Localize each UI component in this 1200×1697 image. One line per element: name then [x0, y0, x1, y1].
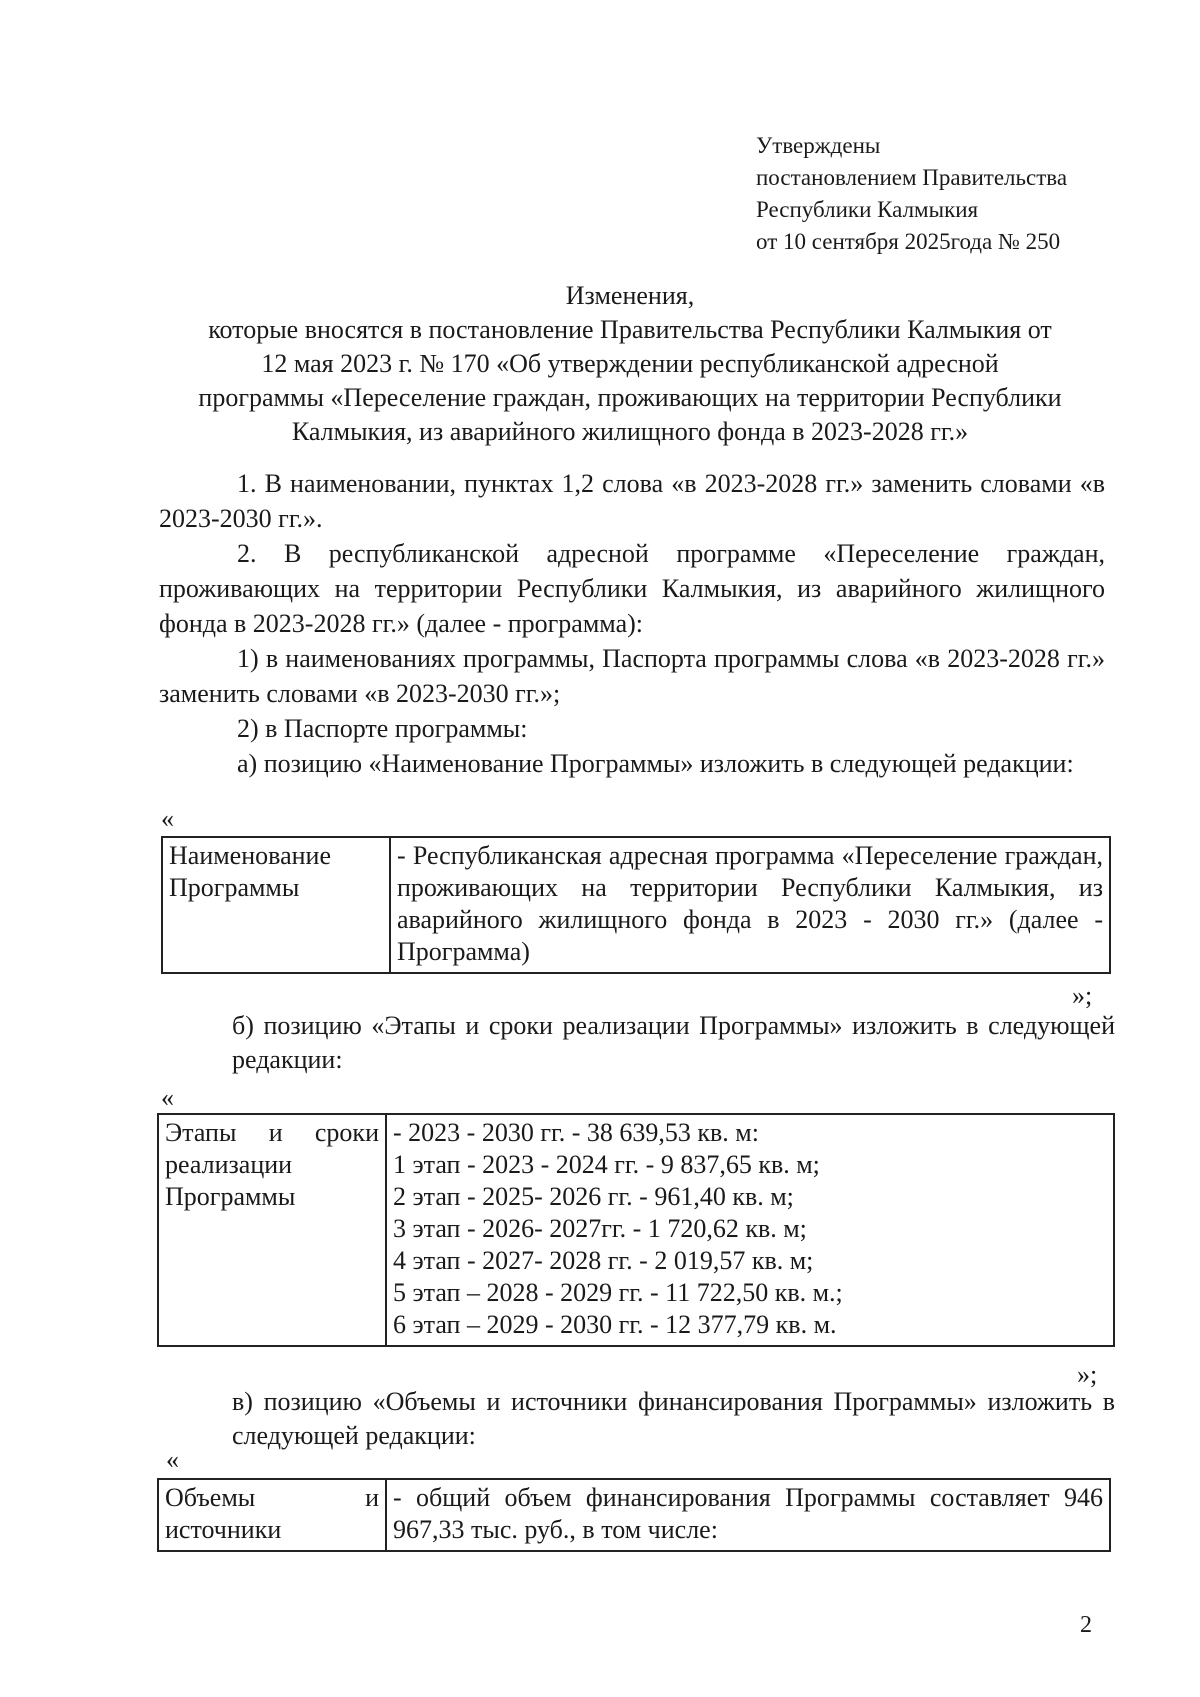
paragraph-3: 1) в наименованиях программы, Паспорта программы слова «в 2023-2028 гг.» заменить словами «в 2023-2030 гг.»; [159, 644, 1105, 708]
paragraph-4: 2) в Паспорте программы: [237, 714, 528, 743]
quote-open-3: « [166, 1445, 179, 1474]
quote-close-2: »; [1077, 1360, 1098, 1389]
paragraph-5: а) позицию «Наименование Программы» изложить в следующей редакции: [237, 749, 1074, 778]
stage-line: 6 этап – 2029 - 2030 гг. - 12 377,79 кв. м. [393, 1310, 837, 1339]
document-body [159, 466, 1105, 781]
title-line: 12 мая 2023 г. № 170 «Об утверждении республиканской адресной [261, 349, 999, 378]
label-word: Этапы [165, 1118, 237, 1147]
stage-line: 5 этап – 2028 - 2029 гг. - 11 722,50 кв. м.; [393, 1278, 843, 1307]
title-line: программы «Переселение граждан, проживающих на территории Республики [198, 383, 1062, 412]
table-cell-value [386, 1114, 1114, 1346]
financing-table [157, 1478, 1111, 1552]
stage-line: 2 этап - 2025- 2026 гг. - 961,40 кв. м; [393, 1182, 794, 1211]
label-word: и [268, 1118, 283, 1147]
subparagraph-b: б) позицию «Этапы и сроки реализации Программы» изложить в следующей редакции: [232, 1011, 1115, 1074]
stage-line: - 2023 - 2030 гг. - 38 639,53 кв. м: [393, 1118, 759, 1147]
table-row [162, 837, 1110, 973]
label-word: сроки [314, 1118, 379, 1147]
stage-line: 3 этап - 2026- 2027гг. - 1 720,62 кв. м; [393, 1214, 807, 1243]
approval-line: Утверждены [756, 133, 881, 158]
label-word: источники [165, 1515, 282, 1544]
stages-table [157, 1113, 1115, 1347]
label-rest: реализации Программы [165, 1150, 296, 1211]
paragraph-1: 1. В наименовании, пунктах 1,2 слова «в 2023-2028 гг.» заменить словами «в 2023-2030 гг.». [159, 469, 1105, 533]
approval-line: постановлением Правительства [756, 165, 1068, 190]
table-cell-value: - общий объем финансирования Программы составляет 946 967,33 тыс. руб., в том числе: [386, 1479, 1110, 1551]
title-line: которые вносятся в постановление Правительства Республики Калмыкия от [208, 315, 1052, 344]
subparagraph-c: в) позицию «Объемы и источники финансирования Программы» изложить в следующей редакции: [232, 1387, 1115, 1450]
paragraph-2: 2. В республиканской адресной программе «Переселение граждан, проживающих на территории Республики Калмыкия, из аварийного жилищного фонда в 2023-2028 гг.» (далее - программа): [159, 539, 1105, 638]
table-cell-label [158, 1114, 386, 1346]
table-cell-label [158, 1479, 386, 1551]
title-line: Изменения, [565, 281, 695, 310]
approval-line: от 10 сентября 2025года № 250 [756, 229, 1061, 254]
table-row [158, 1479, 1110, 1551]
quote-close-1: »; [1072, 981, 1093, 1010]
table-cell-value: - Республиканская адресная программа «Переселение граждан, проживающих на территории Республики Калмыкия, из аварийного жилищного фонда в 2023 - 2030 гг.» (далее - Программа) [390, 837, 1110, 973]
approval-line: Республики Калмыкия [756, 197, 979, 222]
document-title [150, 279, 1110, 449]
quote-open-2: « [161, 1083, 174, 1112]
stage-line: 4 этап - 2027- 2028 гг. - 2 019,57 кв. м; [393, 1246, 814, 1275]
title-line: Калмыкия, из аварийного жилищного фонда в 2023-2028 гг.» [291, 417, 969, 446]
quote-open-1: « [161, 804, 174, 833]
approval-stamp [756, 130, 1067, 258]
stage-line: 1 этап - 2023 - 2024 гг. - 9 837,65 кв. м; [393, 1150, 820, 1179]
label-word: и [365, 1483, 379, 1512]
label-word: Объемы [165, 1483, 256, 1512]
program-name-table [161, 836, 1111, 974]
table-row [158, 1114, 1114, 1346]
page-number: 2 [1080, 1612, 1092, 1638]
table-cell-label: Наименование Программы [162, 837, 390, 973]
